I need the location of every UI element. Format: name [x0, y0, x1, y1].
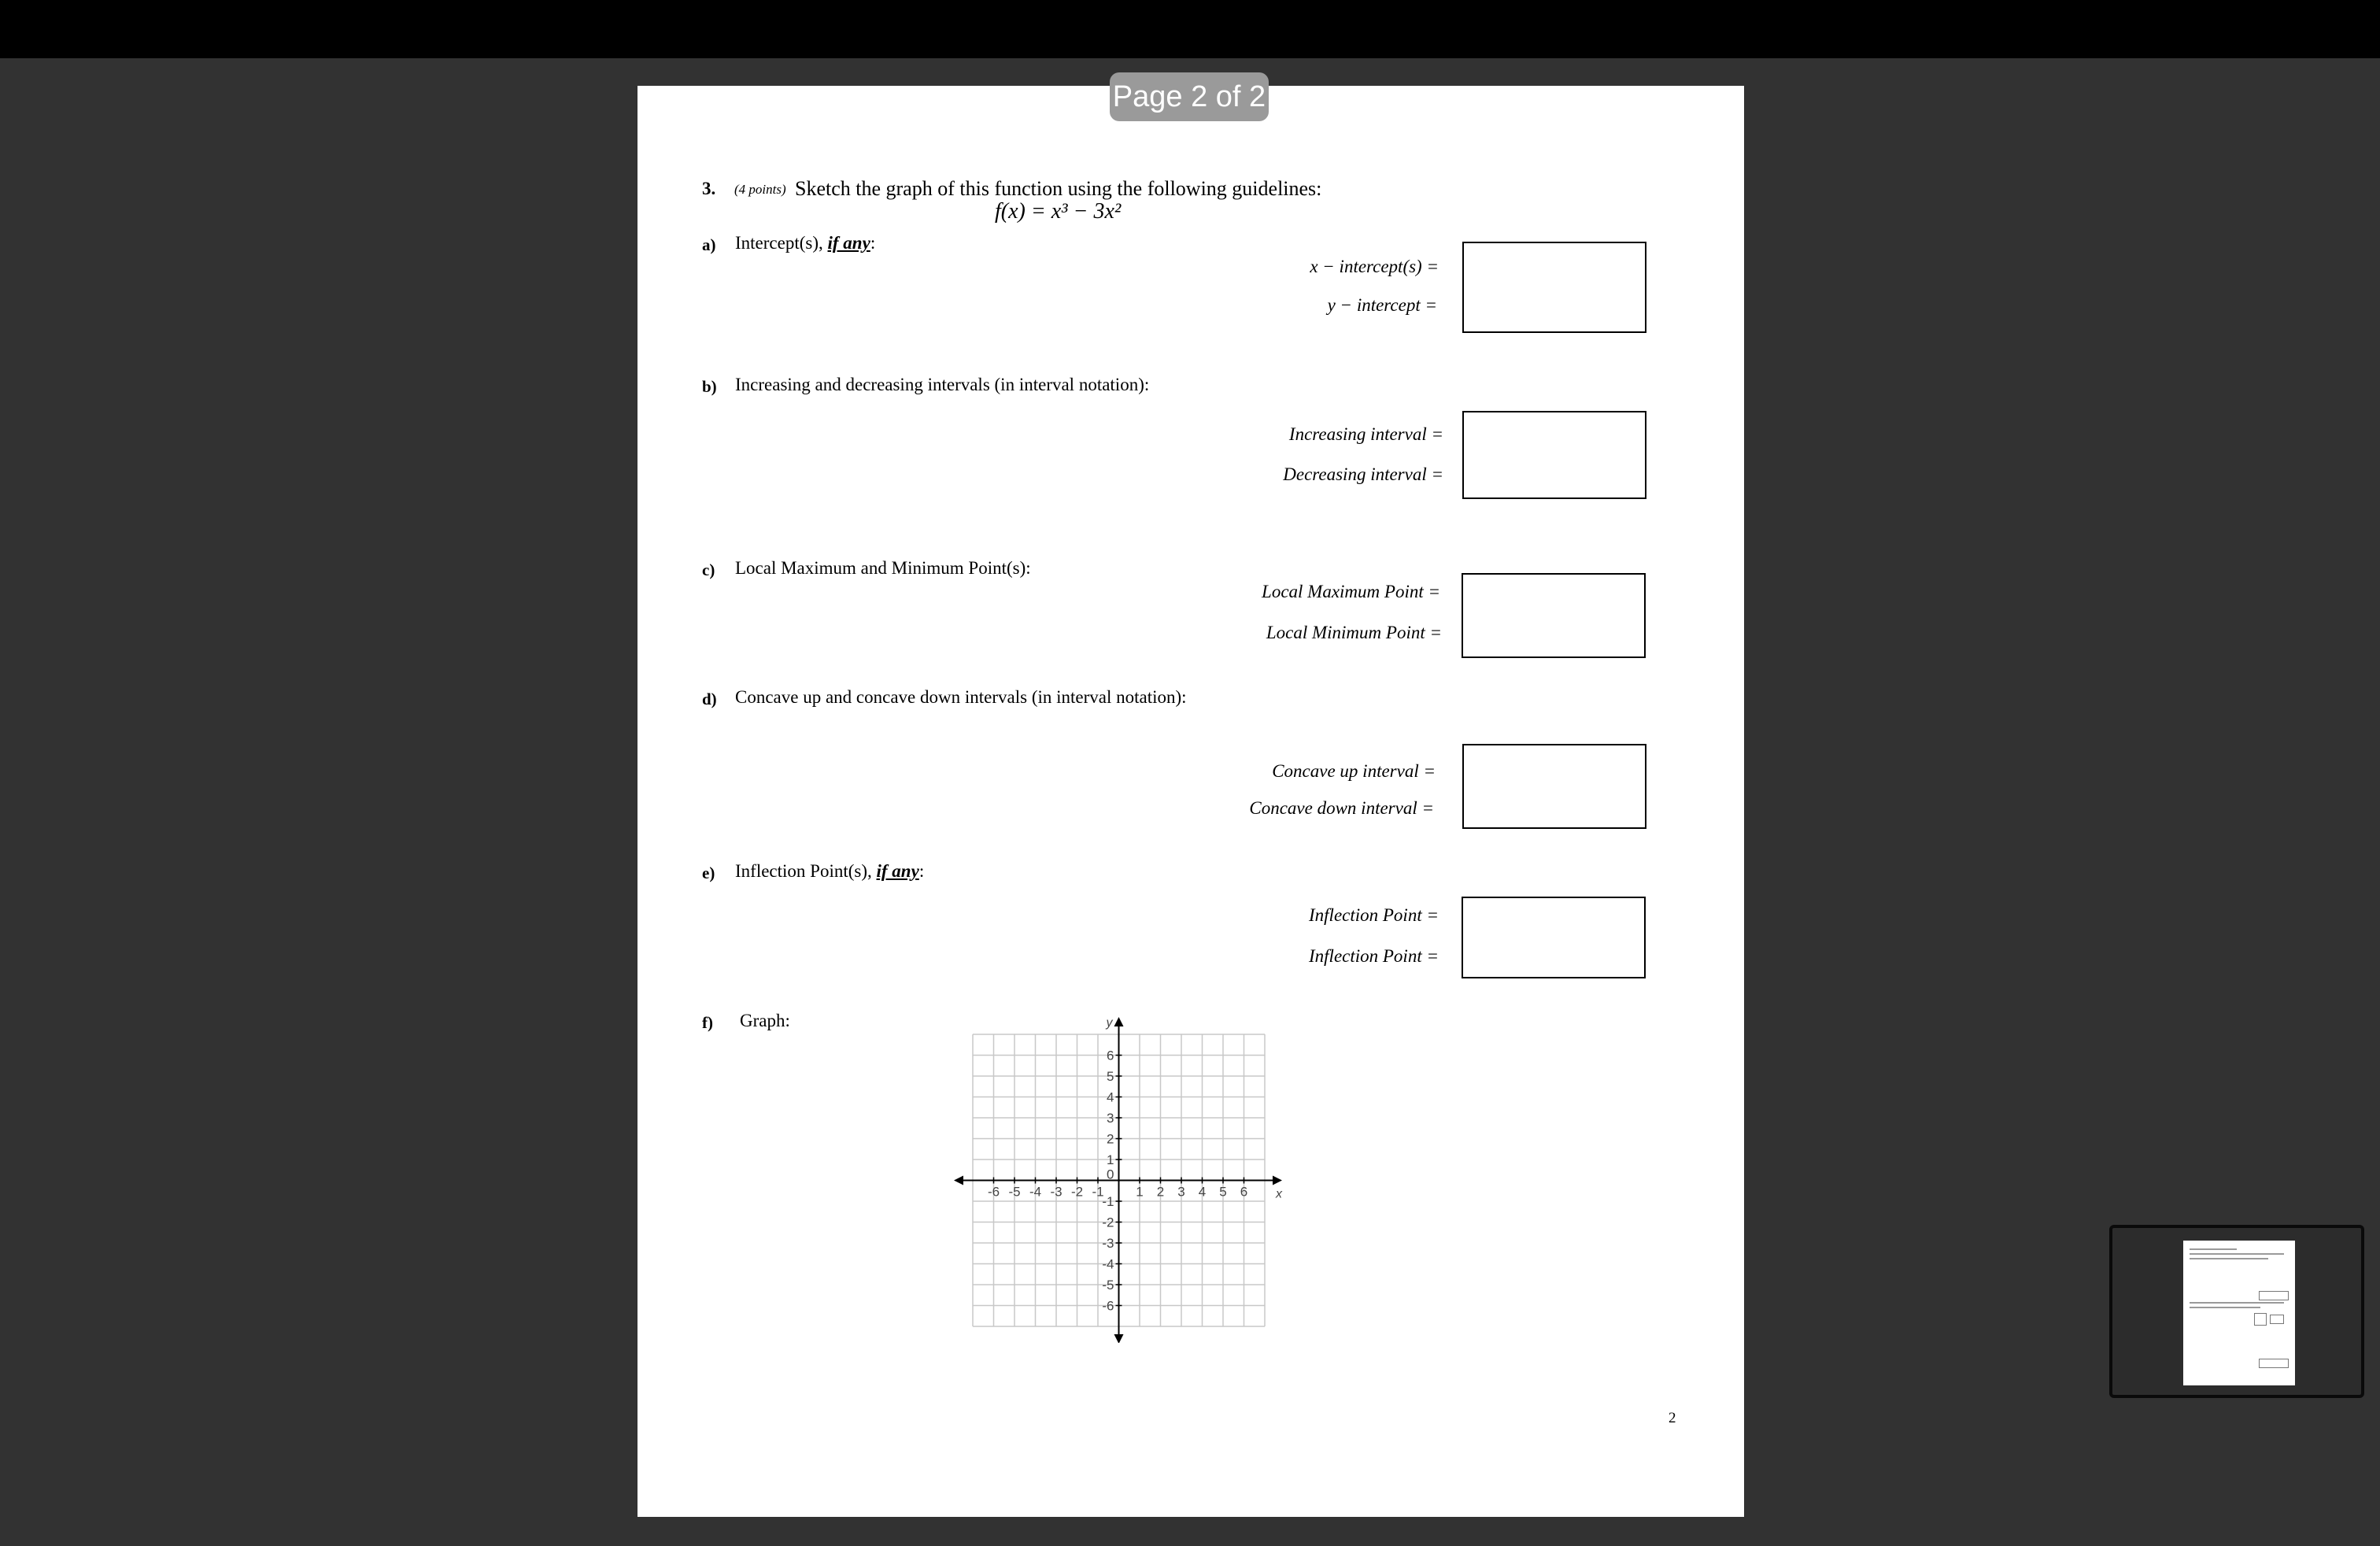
- local-minimum-label: Local Minimum Point =: [1266, 623, 1442, 642]
- extrema-answer-box[interactable]: [1462, 573, 1646, 658]
- x-tick-label: 5: [1219, 1184, 1227, 1200]
- part-d-label: d): [702, 690, 717, 708]
- question-prompt: Sketch the graph of this function using the following guidelines:: [795, 177, 1322, 200]
- y-tick-label: 5: [1107, 1069, 1114, 1084]
- part-f-text: Graph:: [740, 1011, 790, 1030]
- x-tick-label: -2: [1070, 1184, 1084, 1200]
- question-points: (4 points): [734, 182, 786, 197]
- y-axis-label: y: [1106, 1016, 1113, 1030]
- x-tick-label: 4: [1198, 1184, 1207, 1200]
- y-tick-label: 1: [1107, 1152, 1114, 1167]
- intervals-answer-box[interactable]: [1462, 411, 1646, 499]
- y-tick-label: 4: [1107, 1089, 1114, 1105]
- inflection-point-label-1: Inflection Point =: [1309, 905, 1439, 925]
- y-tick-label: -4: [1102, 1256, 1114, 1272]
- y-tick-label: -2: [1102, 1215, 1114, 1230]
- part-e-text: Inflection Point(s), if any:: [735, 861, 925, 881]
- part-b-label: b): [702, 377, 717, 396]
- part-b-text: Increasing and decreasing intervals (in interval notation):: [735, 375, 1150, 394]
- decreasing-interval-label: Decreasing interval =: [1283, 464, 1443, 484]
- part-a-text: Intercept(s), if any:: [735, 233, 876, 253]
- x-tick-label: -3: [1050, 1184, 1062, 1200]
- part-f-label: f): [702, 1013, 713, 1032]
- intercepts-answer-box[interactable]: [1462, 242, 1646, 333]
- y-axis-up-arrow: [1114, 1017, 1124, 1026]
- y-tick-label: 6: [1107, 1048, 1114, 1063]
- page-indicator: Page 2 of 2: [1110, 72, 1269, 121]
- viewer-top-bar: [0, 0, 2380, 58]
- inflection-answer-box[interactable]: [1462, 897, 1646, 978]
- inflection-point-label-2: Inflection Point =: [1309, 946, 1439, 966]
- part-c-label: c): [702, 560, 715, 579]
- part-d-text: Concave up and concave down intervals (in interval notation):: [735, 687, 1187, 707]
- part-e-label: e): [702, 864, 715, 882]
- y-axis-down-arrow: [1114, 1334, 1124, 1343]
- origin-label: 0: [1107, 1167, 1114, 1182]
- x-axis-left-arrow: [954, 1176, 963, 1185]
- y-tick-label: -6: [1102, 1298, 1114, 1314]
- coordinate-grid[interactable]: [952, 1009, 1283, 1343]
- x-tick-label: 6: [1240, 1184, 1248, 1200]
- x-tick-label: 1: [1136, 1184, 1144, 1200]
- page-thumbnail[interactable]: [2183, 1241, 2295, 1385]
- page-number: 2: [1669, 1410, 1676, 1426]
- x-tick-label: 3: [1177, 1184, 1185, 1200]
- part-a-label: a): [702, 235, 716, 254]
- part-c-text: Local Maximum and Minimum Point(s):: [735, 558, 1031, 578]
- page-thumbnail-navigator[interactable]: [2109, 1225, 2364, 1398]
- concave-up-label: Concave up interval =: [1272, 761, 1436, 781]
- local-maximum-label: Local Maximum Point =: [1262, 582, 1440, 601]
- x-axis-label: x: [1276, 1187, 1282, 1201]
- y-tick-label: -1: [1102, 1194, 1114, 1209]
- y-tick-label: -5: [1102, 1278, 1114, 1293]
- question-number: 3.: [702, 179, 716, 198]
- x-intercept-label: x − intercept(s) =: [1310, 257, 1439, 276]
- y-tick-label: 2: [1107, 1131, 1114, 1147]
- increasing-interval-label: Increasing interval =: [1288, 424, 1443, 444]
- x-tick-label: -1: [1092, 1184, 1104, 1200]
- concavity-answer-box[interactable]: [1462, 744, 1646, 829]
- x-tick-label: -6: [987, 1184, 1000, 1200]
- function-formula: f(x) = x³ − 3x²: [995, 199, 1122, 224]
- x-tick-label: 2: [1156, 1184, 1165, 1200]
- y-tick-label: -3: [1102, 1236, 1114, 1251]
- y-tick-label: 3: [1107, 1111, 1114, 1126]
- concave-down-label: Concave down interval =: [1249, 798, 1434, 818]
- tick-labels: [988, 1016, 1283, 1314]
- y-intercept-label: y − intercept =: [1327, 295, 1437, 315]
- x-tick-label: -5: [1008, 1184, 1021, 1200]
- x-tick-label: -4: [1029, 1184, 1042, 1200]
- x-axis-right-arrow: [1273, 1176, 1282, 1185]
- axes: [954, 1017, 1282, 1343]
